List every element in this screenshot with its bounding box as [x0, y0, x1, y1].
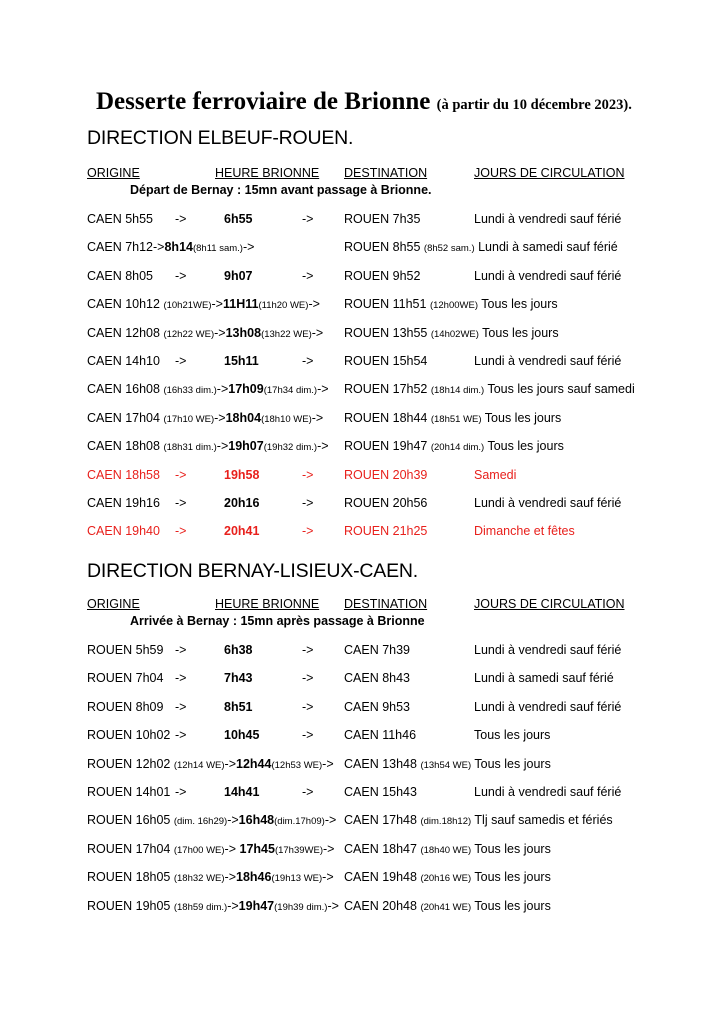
brionne-time: 20h41: [224, 524, 260, 539]
destination-main: CAEN 13h48: [344, 756, 417, 771]
destination-time: [344, 297, 558, 311]
table-row: [0, 728, 724, 746]
arrow: ->: [308, 297, 320, 312]
brionne-time: 19h07: [228, 439, 264, 454]
table-row: [0, 240, 724, 258]
arrow: ->: [302, 496, 314, 510]
section-title-bernay-caen: DIRECTION BERNAY-LISIEUX-CAEN.: [87, 560, 418, 582]
destination-time-variant: (20h14 dim.): [430, 442, 485, 454]
destination-time: [344, 757, 551, 771]
destination-time-variant: (14h02WE): [430, 328, 479, 340]
circulation-days: Tlj sauf samedis et fériés: [474, 813, 613, 828]
arrow: ->: [302, 524, 314, 539]
arrow: ->: [324, 813, 337, 828]
table-row: [0, 671, 724, 689]
circulation-days: Lundi à vendredi sauf férié: [474, 699, 622, 714]
origin-time: ROUEN 5h59: [87, 643, 164, 657]
origin-time: CAEN 5h55: [87, 212, 154, 226]
table-row: [0, 813, 724, 831]
brionne-time: 18h04: [225, 410, 262, 425]
circulation-days: Tous les jours: [474, 870, 551, 885]
circulation-days: Tous les jours: [481, 297, 558, 312]
destination-time: ROUEN 9h52: [344, 268, 421, 283]
circulation-days: Lundi à vendredi sauf férié: [474, 785, 622, 799]
destination-time: ROUEN 20h39: [344, 467, 428, 482]
brionne-time: 16h48: [238, 813, 275, 828]
destination-time-variant: (18h14 dim.): [430, 385, 485, 397]
brionne-time: 20h16: [224, 496, 260, 510]
title-subtitle: (à partir du 10 décembre 2023).: [436, 97, 632, 113]
arrow: ->: [302, 699, 314, 714]
origin-and-brionne-time: [87, 297, 320, 311]
origin-time-variant: (16h33 dim.): [163, 385, 217, 397]
origin-time-variant: (18h32 WE): [173, 873, 225, 885]
destination-time-variant: (dim.18h12): [420, 816, 472, 828]
destination-time: CAEN 11h46: [344, 728, 417, 743]
brionne-time: 7h43: [224, 671, 253, 686]
brionne-time: 8h14: [164, 240, 193, 255]
destination-time: ROUEN 21h25: [344, 524, 428, 539]
arrow: ->: [175, 785, 187, 799]
arrow: ->: [175, 212, 187, 226]
arrow: ->: [153, 240, 165, 255]
brionne-time: 8h51: [224, 699, 253, 714]
destination-time: CAEN 15h43: [344, 785, 417, 799]
section-title-elbeuf-rouen: DIRECTION ELBEUF-ROUEN.: [87, 127, 354, 149]
brionne-time-variant: (19h39 dim.): [274, 901, 328, 913]
destination-time: [344, 842, 551, 856]
arrow: ->: [224, 756, 237, 771]
table-row: [0, 496, 724, 514]
origin-and-brionne-time: [87, 757, 334, 771]
arrow: ->: [175, 354, 187, 368]
arrow: ->: [175, 643, 187, 657]
origin-time: CAEN 17h04: [87, 410, 160, 425]
header-origine: ORIGINE: [87, 597, 140, 611]
arrow: ->: [302, 354, 314, 368]
section1-note: Départ de Bernay : 15mn avant passage à Brionne.: [130, 183, 432, 197]
origin-and-brionne-time: [87, 842, 334, 856]
destination-main: ROUEN 11h51: [344, 297, 427, 312]
table-row: [0, 700, 724, 718]
destination-time: [344, 899, 551, 913]
arrow: ->: [311, 325, 324, 340]
circulation-days: Tous les jours: [484, 410, 562, 425]
destination-main: ROUEN 13h55: [344, 325, 428, 340]
destination-time: CAEN 8h43: [344, 671, 411, 686]
table-row: [0, 643, 724, 661]
origin-and-brionne-time: [87, 870, 334, 884]
brionne-time-variant: (17h39WE): [274, 844, 323, 856]
origin-time-variant: (18h59 dim.): [173, 901, 228, 913]
destination-time-variant: (8h52 sam.): [423, 243, 475, 255]
circulation-days: Lundi à samedi sauf férié: [478, 240, 618, 255]
table-row: [0, 297, 724, 315]
origin-time: CAEN 18h08: [87, 439, 160, 454]
arrow: ->: [323, 841, 335, 856]
table-row: [0, 468, 724, 486]
destination-time: [344, 813, 613, 827]
origin-time: CAEN 14h10: [87, 354, 160, 368]
circulation-days: Tous les jours: [474, 728, 551, 743]
brionne-time-variant: (17h34 dim.): [263, 385, 318, 397]
brionne-time: 11H11: [222, 297, 259, 312]
arrow: ->: [242, 240, 255, 255]
arrow: ->: [224, 841, 237, 856]
header-jours: JOURS DE CIRCULATION: [474, 166, 625, 180]
destination-time: [344, 411, 561, 425]
arrow: ->: [322, 756, 334, 771]
brionne-time: 15h11: [224, 354, 259, 368]
origin-time: ROUEN 16h05: [87, 813, 171, 828]
arrow: ->: [214, 325, 226, 340]
header-heure: HEURE BRIONNE: [215, 166, 320, 180]
table-row: [0, 354, 724, 372]
origin-time: ROUEN 18h05: [87, 870, 171, 885]
origin-time-variant: (17h00 WE): [173, 844, 225, 856]
brionne-time: 19h58: [224, 467, 260, 482]
header-destination: DESTINATION: [344, 597, 428, 611]
arrow: ->: [227, 898, 239, 913]
circulation-days: Dimanche et fêtes: [474, 524, 575, 539]
arrow: ->: [224, 870, 237, 885]
table-row: [0, 785, 724, 803]
brionne-time: 6h55: [224, 212, 253, 226]
origin-time: ROUEN 12h02: [87, 756, 171, 771]
title-main: Desserte ferroviaire de Brionne: [96, 88, 431, 115]
destination-time-variant: (20h41 WE): [420, 901, 472, 913]
destination-main: ROUEN 18h44: [344, 410, 428, 425]
arrow: ->: [227, 813, 239, 828]
circulation-days: Tous les jours: [474, 756, 551, 771]
destination-time-variant: (18h40 WE): [420, 844, 472, 856]
table-row: [0, 757, 724, 775]
circulation-days: Lundi à vendredi sauf férié: [474, 354, 622, 368]
brionne-time: 17h09: [228, 382, 264, 397]
arrow: ->: [175, 728, 187, 743]
brionne-time-variant: (13h22 WE): [261, 328, 312, 340]
origin-and-brionne-time: [87, 899, 339, 913]
table-row: [0, 212, 724, 230]
arrow: ->: [175, 268, 187, 283]
arrow: ->: [302, 643, 314, 657]
destination-main: ROUEN 19h47: [344, 439, 428, 454]
brionne-time: 18h46: [236, 870, 272, 885]
origin-time: CAEN 8h05: [87, 268, 154, 283]
destination-time: [344, 382, 635, 396]
destination-time: [344, 439, 564, 453]
origin-and-brionne-time: [87, 382, 329, 396]
circulation-days: Lundi à vendredi sauf férié: [474, 643, 622, 657]
table-row: [0, 899, 724, 917]
arrow: ->: [317, 382, 329, 397]
destination-time: ROUEN 7h35: [344, 212, 421, 226]
brionne-time-variant: (dim.17h09): [274, 816, 325, 828]
destination-main: CAEN 17h48: [344, 813, 417, 828]
arrow: ->: [311, 410, 324, 425]
brionne-time: 10h45: [224, 728, 260, 743]
destination-time-variant: (13h54 WE): [420, 759, 472, 771]
arrow: ->: [302, 728, 314, 743]
brionne-time-variant: (19h13 WE): [271, 873, 323, 885]
origin-time-variant: (10h21WE): [163, 300, 212, 312]
arrow: ->: [175, 467, 187, 482]
origin-time: ROUEN 7h04: [87, 671, 164, 686]
circulation-days: Tous les jours: [474, 841, 551, 856]
arrow: ->: [302, 212, 314, 226]
destination-main: CAEN 19h48: [344, 870, 417, 885]
brionne-time: 6h38: [224, 643, 253, 657]
brionne-time-variant: (18h10 WE): [261, 413, 312, 425]
table-row: [0, 382, 724, 400]
origin-and-brionne-time: [87, 240, 254, 254]
circulation-days: Samedi: [474, 467, 517, 482]
destination-time: ROUEN 15h54: [344, 354, 428, 368]
arrow: ->: [211, 297, 223, 312]
arrow: ->: [175, 671, 187, 686]
origin-time: CAEN 18h58: [87, 467, 160, 482]
arrow: ->: [302, 785, 314, 799]
origin-time-variant: (12h22 WE): [163, 328, 215, 340]
origin-and-brionne-time: [87, 439, 329, 453]
origin-time: CAEN 10h12: [87, 297, 160, 312]
arrow: ->: [175, 524, 187, 539]
arrow: ->: [302, 268, 314, 283]
header-jours: JOURS DE CIRCULATION: [474, 597, 625, 611]
table-row: [0, 411, 724, 429]
destination-time-variant: (12h00WE): [429, 300, 478, 312]
table-row: [0, 870, 724, 888]
brionne-time: 19h47: [238, 898, 275, 913]
brionne-time: 13h08: [225, 325, 262, 340]
arrow: ->: [216, 382, 229, 397]
origin-time: CAEN 16h08: [87, 382, 160, 397]
destination-main: ROUEN 17h52: [344, 382, 428, 397]
circulation-days: Tous les jours sauf samedi: [487, 382, 635, 397]
destination-main: CAEN 20h48: [344, 898, 417, 913]
destination-time: [344, 326, 559, 340]
origin-time: CAEN 19h16: [87, 496, 160, 510]
circulation-days: Tous les jours: [487, 439, 564, 454]
arrow: ->: [317, 439, 329, 454]
brionne-time-variant: (8h11 sam.): [192, 243, 243, 255]
origin-time: ROUEN 17h04: [87, 841, 171, 856]
origin-time-variant: (dim. 16h29): [173, 816, 228, 828]
destination-main: CAEN 18h47: [344, 841, 417, 856]
brionne-time: 12h44: [236, 756, 272, 771]
origin-time: ROUEN 8h09: [87, 699, 164, 714]
brionne-time-variant: (11h20 WE): [258, 300, 309, 312]
brionne-time: 14h41: [224, 785, 260, 799]
destination-time: ROUEN 20h56: [344, 496, 428, 510]
origin-time: ROUEN 14h01: [87, 785, 171, 799]
brionne-time: 17h45: [236, 841, 275, 856]
origin-time: CAEN 7h12: [87, 240, 154, 255]
arrow: ->: [214, 410, 226, 425]
brionne-time-variant: (19h32 dim.): [263, 442, 318, 454]
header-destination: DESTINATION: [344, 166, 428, 180]
arrow: ->: [302, 671, 314, 686]
origin-and-brionne-time: [87, 813, 336, 827]
destination-time-variant: (20h16 WE): [420, 873, 472, 885]
table-row: [0, 439, 724, 457]
arrow: ->: [322, 870, 334, 885]
circulation-days: Lundi à vendredi sauf férié: [474, 212, 622, 226]
table-row: [0, 524, 724, 542]
arrow: ->: [175, 496, 187, 510]
brionne-time-variant: (12h53 WE): [271, 759, 323, 771]
origin-and-brionne-time: [87, 326, 323, 340]
document-title: [96, 88, 632, 116]
circulation-days: Tous les jours: [482, 325, 559, 340]
origin-time: ROUEN 19h05: [87, 898, 171, 913]
origin-and-brionne-time: [87, 411, 323, 425]
origin-time: CAEN 19h40: [87, 524, 160, 539]
table-row: [0, 326, 724, 344]
destination-time: CAEN 7h39: [344, 643, 411, 657]
section2-note: Arrivée à Bernay : 15mn après passage à Brionne: [130, 614, 425, 628]
origin-time: CAEN 12h08: [87, 325, 160, 340]
destination-time: [344, 240, 618, 254]
header-origine: ORIGINE: [87, 166, 140, 180]
origin-time: ROUEN 10h02: [87, 728, 171, 743]
arrow: ->: [216, 439, 229, 454]
brionne-time: 9h07: [224, 268, 253, 283]
destination-time: [344, 870, 551, 884]
circulation-days: Lundi à vendredi sauf férié: [474, 268, 622, 283]
circulation-days: Tous les jours: [474, 898, 551, 913]
circulation-days: Lundi à vendredi sauf férié: [474, 496, 622, 510]
table-row: [0, 842, 724, 860]
arrow: ->: [175, 699, 187, 714]
destination-main: ROUEN 8h55: [344, 240, 421, 255]
origin-time-variant: (17h10 WE): [163, 413, 215, 425]
destination-time: CAEN 9h53: [344, 699, 411, 714]
origin-time-variant: (18h31 dim.): [163, 442, 217, 454]
arrow: ->: [302, 467, 314, 482]
circulation-days: Lundi à samedi sauf férié: [474, 671, 614, 686]
header-heure: HEURE BRIONNE: [215, 597, 320, 611]
origin-time-variant: (12h14 WE): [173, 759, 225, 771]
destination-time-variant: (18h51 WE): [430, 413, 482, 425]
table-row: [0, 269, 724, 287]
arrow: ->: [327, 898, 339, 913]
